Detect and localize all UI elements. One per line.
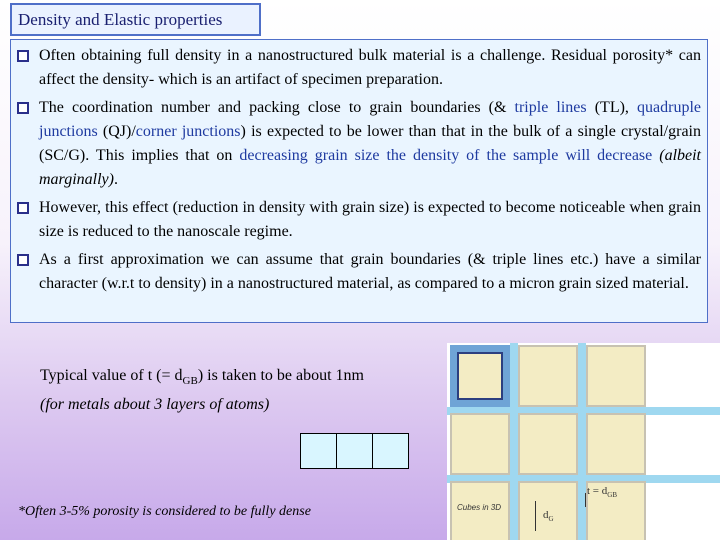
porosity-footnote: *Often 3-5% porosity is considered to be fully dense bbox=[18, 504, 311, 519]
typical-line-1: Typical value of t (= $d_{GB}$) is taken to be about 1nm bbox=[40, 367, 364, 388]
atom-layer-box bbox=[300, 433, 337, 469]
grain-cube bbox=[518, 345, 578, 407]
bullet-item bbox=[13, 44, 701, 92]
bullet-text: The coordination number and packing close to grain boundaries (& triple lines (TL), quadruple junctions (QJ)/corner junctions) is expected to be lower than that in the bulk of a single crystal/grain (SC/G). This implies that on decreasing grain size the density of the sample will decrease (albeit marginally). bbox=[39, 99, 702, 188]
grain-cube bbox=[518, 413, 578, 475]
highlighted-grain bbox=[450, 345, 510, 407]
boundary-channel bbox=[578, 343, 586, 540]
typical-value-note bbox=[40, 364, 364, 417]
bullet-list bbox=[10, 39, 708, 323]
boundary-channel bbox=[510, 343, 518, 540]
atom-layers-illustration bbox=[301, 433, 409, 469]
d-label: $d_G$ bbox=[543, 509, 554, 524]
bullet-square-icon bbox=[13, 44, 39, 92]
figure-label: Cubes in 3D bbox=[457, 503, 502, 512]
bullet-item bbox=[13, 248, 701, 296]
t-arrow bbox=[585, 493, 586, 507]
bullet-item bbox=[13, 196, 701, 244]
grain-cubes-figure bbox=[447, 343, 720, 540]
grain-core bbox=[457, 352, 503, 400]
t-label: $t = d_{GB}$ bbox=[587, 485, 617, 500]
bullet-text: As a first approximation we can assume that grain boundaries (& triple lines etc.) have a similar character (w.r.t to density) in a nanostructured material, as compared to a micron grain sized material. bbox=[39, 251, 701, 292]
atom-layer-box bbox=[372, 433, 409, 469]
typical-line-2: (for metals about 3 layers of atoms) bbox=[40, 396, 270, 414]
grain-cube bbox=[586, 345, 646, 407]
bullet-square-icon bbox=[13, 248, 39, 296]
grain-cube bbox=[586, 413, 646, 475]
bullet-text: Often obtaining full density in a nanostructured bulk material is a challenge. Residual porosity* can affect the density- which is an artifact of specimen preparation. bbox=[39, 47, 701, 88]
grain-cube bbox=[450, 413, 510, 475]
slide-title: Density and Elastic properties bbox=[10, 3, 261, 36]
bullet-square-icon bbox=[13, 196, 39, 244]
bullet-text: However, this effect (reduction in density with grain size) is expected to become noticeable when grain size is reduced to the nanoscale regime. bbox=[39, 199, 701, 240]
d-arrow bbox=[535, 501, 536, 531]
atom-layer-box bbox=[336, 433, 373, 469]
bullet-square-icon bbox=[13, 96, 39, 192]
bullet-item bbox=[13, 96, 701, 192]
